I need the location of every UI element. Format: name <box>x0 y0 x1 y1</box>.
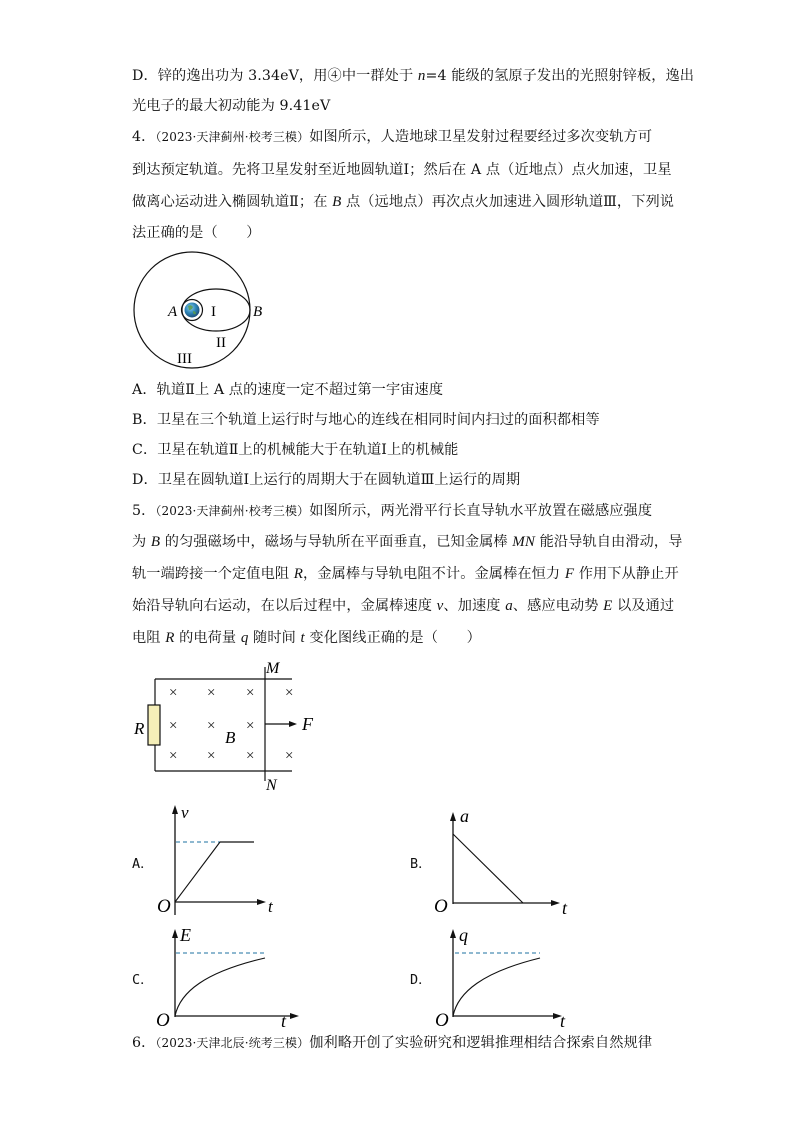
cross-icon: × <box>246 685 255 701</box>
graph-a-svg <box>150 800 285 920</box>
cross-icon: × <box>285 685 294 701</box>
graph-d-q-t[interactable] <box>428 920 578 1030</box>
q5-stem-text: 为 <box>132 534 151 550</box>
q3-option-d-text: D．锌的逸出功为 3.34eV，用 <box>132 68 328 84</box>
graph-a-v-t[interactable] <box>150 800 285 920</box>
option-text: 轨道Ⅱ上 A 点的速度一定不超过第一宇宙速度 <box>156 382 444 398</box>
q3-option-d-text: =4 能级的氢原子发出的光照射锌板，逸出 <box>425 68 695 84</box>
q3-option-d-line1 <box>132 66 694 86</box>
q6-stem-line1 <box>132 1033 652 1053</box>
q4-stem-line1 <box>132 127 652 147</box>
q4-option-a[interactable] <box>132 380 443 400</box>
q5-stem-text: 始沿导轨向右运动，在以后过程中，金属棒速度 <box>132 598 437 614</box>
q4-stem-line4: 法正确的是（ ） <box>132 225 261 241</box>
graph-a-label[interactable]: A． <box>132 856 154 872</box>
rail-circuit-svg <box>125 655 335 795</box>
arrow-right-icon <box>551 900 560 906</box>
graph-c-svg <box>150 920 300 1030</box>
curve-rise <box>175 842 220 902</box>
cross-icon: × <box>207 748 216 764</box>
label-A: A <box>168 304 178 320</box>
q4-stem-text: 点（远地点）再次点火加速进入圆形轨道Ⅲ，下列说 <box>341 194 675 210</box>
question-number: 6． <box>132 1035 156 1051</box>
q5-stem-text: 、感应电动势 <box>512 598 604 614</box>
y-axis-label: a <box>460 806 469 826</box>
y-axis-label: q <box>459 925 468 945</box>
curve-concave <box>175 958 265 1016</box>
orbit-svg <box>130 250 270 370</box>
option-letter: B． <box>132 412 157 428</box>
q6-stem-text: 伽利略开创了实验研究和逻辑推理相结合探索自然规律 <box>309 1035 653 1051</box>
q5-stem-text: 轨一端跨接一个定值电阻 <box>132 566 294 582</box>
origin-label: O <box>156 1010 170 1030</box>
graph-b-svg <box>428 800 578 920</box>
graph-b-label[interactable]: B． <box>410 856 432 872</box>
q4-option-b[interactable] <box>132 410 600 430</box>
question-source: （2023·天津蓟州·校考三模） <box>155 130 310 144</box>
x-axis-label: t <box>562 898 568 918</box>
cross-icon: × <box>246 718 255 734</box>
label-F: F <box>302 714 313 734</box>
graph-c-E-t[interactable] <box>150 920 300 1030</box>
q5-stem-line2 <box>132 532 683 552</box>
y-axis-label: E <box>180 925 191 945</box>
graph-d-svg <box>428 920 578 1030</box>
var-n: n <box>417 68 426 84</box>
var-R: R <box>293 566 304 582</box>
q5-stem-text: 、加速度 <box>443 598 506 614</box>
label-R: R <box>134 719 145 738</box>
arrow-up-icon <box>172 805 178 814</box>
q5-stem-text: 变化图线正确的是（ ） <box>304 630 481 646</box>
q5-stem-text: 如图所示，两光滑平行长直导轨水平放置在磁感应强度 <box>309 503 653 519</box>
var-E: E <box>603 598 613 614</box>
var-q: q <box>240 630 249 646</box>
var-B: B <box>150 534 161 550</box>
rail-circuit-diagram <box>125 655 335 795</box>
option-text: 卫星在三个轨道上运行时与地心的连线在相同时间内扫过的面积都相等 <box>156 412 600 428</box>
label-M: M <box>266 660 280 677</box>
q4-stem-line3 <box>132 192 674 212</box>
x-axis-label: t <box>268 897 273 916</box>
q4-option-d[interactable] <box>132 470 520 490</box>
option-text: 卫星在轨道Ⅱ上的机械能大于在轨道Ⅰ上的机械能 <box>157 442 459 458</box>
q3-option-d-line2: 光电子的最大初动能为 9.41eV <box>132 98 331 114</box>
cross-icon: × <box>207 718 216 734</box>
arrow-up-icon <box>450 812 456 821</box>
var-MN: MN <box>512 534 535 550</box>
q4-stem-line2: 到达预定轨道。先将卫星发射至近地圆轨道Ⅰ；然后在 A 点（近地点）点火加速，卫星 <box>132 162 672 178</box>
orbit-diagram <box>130 250 270 370</box>
question-source: （2023·天津北辰·统考三模） <box>155 1036 310 1050</box>
cross-icon: × <box>169 748 178 764</box>
label-N: N <box>266 777 277 794</box>
q5-stem-line4 <box>132 596 674 616</box>
var-R: R <box>165 630 175 646</box>
arrow-right-icon <box>257 899 266 905</box>
option-text: 卫星在圆轨道Ⅰ上运行的周期大于在圆轨道Ⅲ上运行的周期 <box>157 472 521 488</box>
arrow-head-icon <box>289 721 297 727</box>
curve-concave <box>453 958 540 1016</box>
label-I: I <box>211 304 216 320</box>
arrow-right-icon <box>290 1013 299 1019</box>
question-number: 5． <box>132 503 156 519</box>
cross-icon: × <box>246 748 255 764</box>
origin-label: O <box>157 896 171 917</box>
x-axis-label: t <box>281 1011 287 1030</box>
cross-icon: × <box>207 685 216 701</box>
var-t: t <box>300 630 305 646</box>
x-axis-label: t <box>560 1011 566 1030</box>
graph-b-a-t[interactable] <box>428 800 578 920</box>
option-letter: C． <box>132 442 158 458</box>
cross-icon: × <box>285 748 294 764</box>
resistor <box>148 705 160 745</box>
label-B: B <box>253 304 263 320</box>
cross-icon: × <box>169 718 178 734</box>
q5-stem-text: 随时间 <box>248 630 301 646</box>
question-source: （2023·天津蓟州·校考三模） <box>155 504 310 518</box>
cross-icon: × <box>169 685 178 701</box>
question-number: 4． <box>132 129 156 145</box>
q5-stem-text: 能沿导轨自由滑动，导 <box>535 534 683 550</box>
arrow-up-icon <box>450 929 456 938</box>
earth-icon <box>185 303 200 318</box>
q5-stem-text: 的匀强磁场中，磁场与导轨所在平面垂直，已知金属棒 <box>160 534 513 550</box>
graph-c-label[interactable]: C． <box>132 972 154 988</box>
q4-stem-text: 如图所示，人造地球卫星发射过程要经过多次变轨方可 <box>309 129 653 145</box>
origin-label: O <box>434 896 448 917</box>
q3-option-d-text: 中一群处于 <box>341 68 418 84</box>
q5-stem-text: 电阻 <box>132 630 166 646</box>
q4-stem-text: 做离心运动进入椭圆轨道Ⅱ；在 <box>132 194 333 210</box>
label-B: B <box>225 728 236 747</box>
var-B: B <box>332 194 342 210</box>
graph-d-label[interactable]: D． <box>410 972 432 988</box>
q5-stem-text: 作用下从静止开 <box>574 566 679 582</box>
circled-4: ④ <box>327 68 342 84</box>
q5-stem-line5 <box>132 628 481 648</box>
var-a: a <box>505 598 513 614</box>
label-II: II <box>216 335 226 351</box>
q5-stem-text: ，金属棒与导轨电阻不计。金属棒在恒力 <box>303 566 565 582</box>
q5-stem-text: 的电荷量 <box>174 630 241 646</box>
origin-label: O <box>435 1010 449 1030</box>
y-axis-label: v <box>181 803 189 822</box>
q5-stem-line1 <box>132 501 652 521</box>
option-letter: A． <box>132 382 157 398</box>
arrow-up-icon <box>172 929 178 938</box>
q5-stem-line3 <box>132 564 679 584</box>
var-F: F <box>564 566 575 582</box>
q5-stem-text: 以及通过 <box>612 598 675 614</box>
label-III: III <box>177 351 192 367</box>
q4-option-c[interactable] <box>132 440 458 460</box>
option-letter: D． <box>132 472 158 488</box>
curve-decline <box>453 834 523 903</box>
var-v: v <box>436 598 444 614</box>
